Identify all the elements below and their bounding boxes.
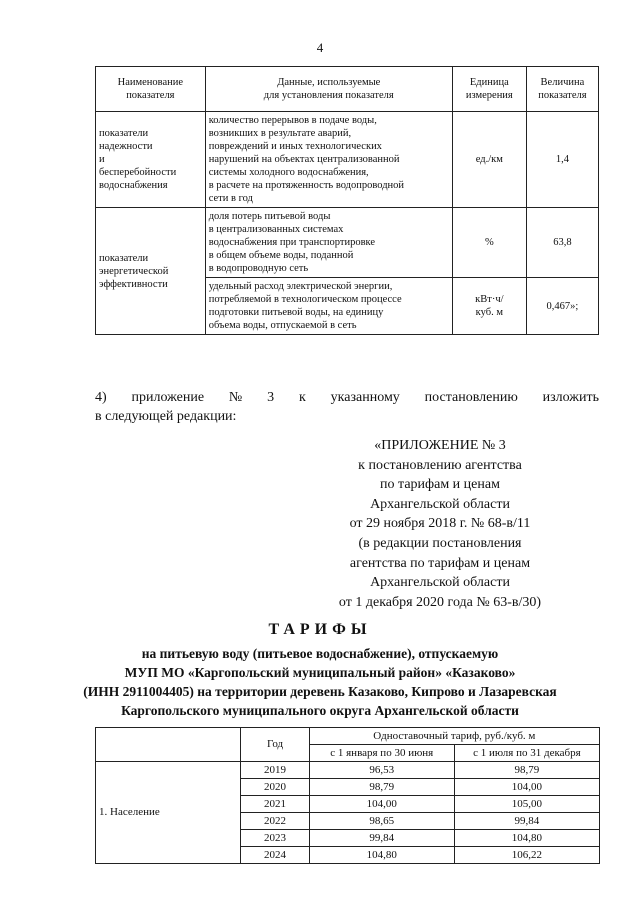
indicator-data: удельный расход электрической энергии, потребляемой в технологическом процессе подготовки питьевой воды, на единицу объема воды, отпускаемой в сеть — [205, 278, 452, 335]
amendment-paragraph-continuation: в следующей редакции: — [95, 409, 237, 424]
paragraph-word: 4) — [95, 390, 107, 405]
tariff-p2-cell: 104,00 — [454, 779, 599, 796]
appendix-line: от 29 ноября 2018 г. № 68-в/11 — [349, 516, 531, 532]
appendix-line: «ПРИЛОЖЕНИЕ № 3 — [374, 438, 506, 453]
tariff-p1-cell: 96,53 — [309, 762, 454, 779]
indicator-value: 63,8 — [526, 208, 598, 278]
tariff-p1-cell: 98,65 — [309, 813, 454, 830]
tariffs-title-line: МУП МО «Каргопольский муниципальный район» «Казаково» — [124, 665, 516, 680]
tariffs-title — [0, 620, 640, 720]
appendix-line: Архангельской области — [370, 575, 510, 591]
paragraph-word: 3 — [267, 390, 275, 405]
year-cell: 2019 — [241, 762, 309, 779]
tariff-p2-cell: 99,84 — [454, 813, 599, 830]
indicator-unit: кВт·ч/ куб. м — [452, 278, 526, 335]
indicator-data: количество перерывов в подаче воды, возникших в результате аварий, повреждений и иных технологических нарушений на объектах централизованной системы холодного водоснабжения, в расчете на протяженность водопроводной сети в год — [205, 112, 452, 208]
paragraph-word: изложить — [542, 390, 599, 405]
period-2-header: с 1 июля по 31 декабря — [454, 745, 599, 762]
appendix-line: по тарифам и ценам — [380, 477, 500, 493]
year-cell: 2020 — [241, 779, 309, 796]
table-row — [96, 112, 599, 208]
appendix-header — [300, 436, 580, 612]
tariffs-title-main: ТАРИФЫ — [268, 621, 372, 638]
paragraph-word: постановлению — [424, 390, 518, 405]
tariffs-header-row — [96, 728, 600, 745]
tariff-p2-cell: 105,00 — [454, 796, 599, 813]
indicator-unit: % — [452, 208, 526, 278]
tariffs-table — [95, 727, 600, 864]
header-name: Наименование показателя — [96, 67, 206, 112]
year-cell: 2024 — [241, 847, 309, 864]
paragraph-word: указанному — [330, 390, 400, 405]
appendix-line: от 1 декабря 2020 года № 63-в/30) — [338, 594, 542, 610]
empty-header-cell — [96, 728, 241, 762]
year-cell: 2021 — [241, 796, 309, 813]
indicators-header-row — [96, 67, 599, 112]
appendix-line: к постановлению агентства — [358, 457, 522, 473]
indicator-data: доля потерь питьевой воды в централизованных системах водоснабжения при транспортировке в общем объеме воды, поданной в водопроводную сеть — [205, 208, 452, 278]
indicator-value: 0,467»; — [526, 278, 598, 335]
table-row — [96, 208, 599, 278]
tariff-p2-cell: 106,22 — [454, 847, 599, 864]
indicator-name: показатели энергетической эффективности — [96, 208, 206, 335]
paragraph-word: к — [299, 390, 306, 405]
indicators-table — [95, 66, 599, 335]
tariff-p1-cell: 99,84 — [309, 830, 454, 847]
amendment-paragraph — [95, 388, 599, 407]
indicator-unit: ед./км — [452, 112, 526, 208]
year-cell: 2023 — [241, 830, 309, 847]
paragraph-word: № — [228, 390, 243, 405]
appendix-line: (в редакции постановления — [358, 535, 522, 551]
consumer-category: 1. Население — [96, 762, 241, 864]
tariff-p2-cell: 98,79 — [454, 762, 599, 779]
indicator-name: показатели надежности и бесперебойности водоснабжения — [96, 112, 206, 208]
header-value: Величина показателя — [526, 67, 598, 112]
header-data: Данные, используемые для установления показателя — [205, 67, 452, 112]
paragraph-word: приложение — [131, 390, 205, 405]
tariffs-title-line: Каргопольского муниципального округа Архангельской области — [121, 703, 519, 718]
appendix-line: Архангельской области — [370, 496, 510, 512]
tariff-p1-cell: 104,80 — [309, 847, 454, 864]
period-1-header: с 1 января по 30 июня — [309, 745, 454, 762]
tariff-header: Одноставочный тариф, руб./куб. м — [309, 728, 599, 745]
tariff-p1-cell: 98,79 — [309, 779, 454, 796]
page-number: 4 — [316, 40, 324, 55]
appendix-line: агентства по тарифам и ценам — [349, 555, 531, 571]
tariff-p2-cell: 104,80 — [454, 830, 599, 847]
year-header: Год — [241, 728, 309, 762]
indicator-value: 1,4 — [526, 112, 598, 208]
tariffs-title-line: на питьевую воду (питьевое водоснабжение), отпускаемую — [141, 646, 499, 661]
year-cell: 2022 — [241, 813, 309, 830]
header-unit: Единица измерения — [452, 67, 526, 112]
tariff-p1-cell: 104,00 — [309, 796, 454, 813]
table-row — [96, 762, 600, 779]
tariffs-title-line: (ИНН 2911004405) на территории деревень Казаково, Кипрово и Лазаревская — [83, 684, 557, 699]
